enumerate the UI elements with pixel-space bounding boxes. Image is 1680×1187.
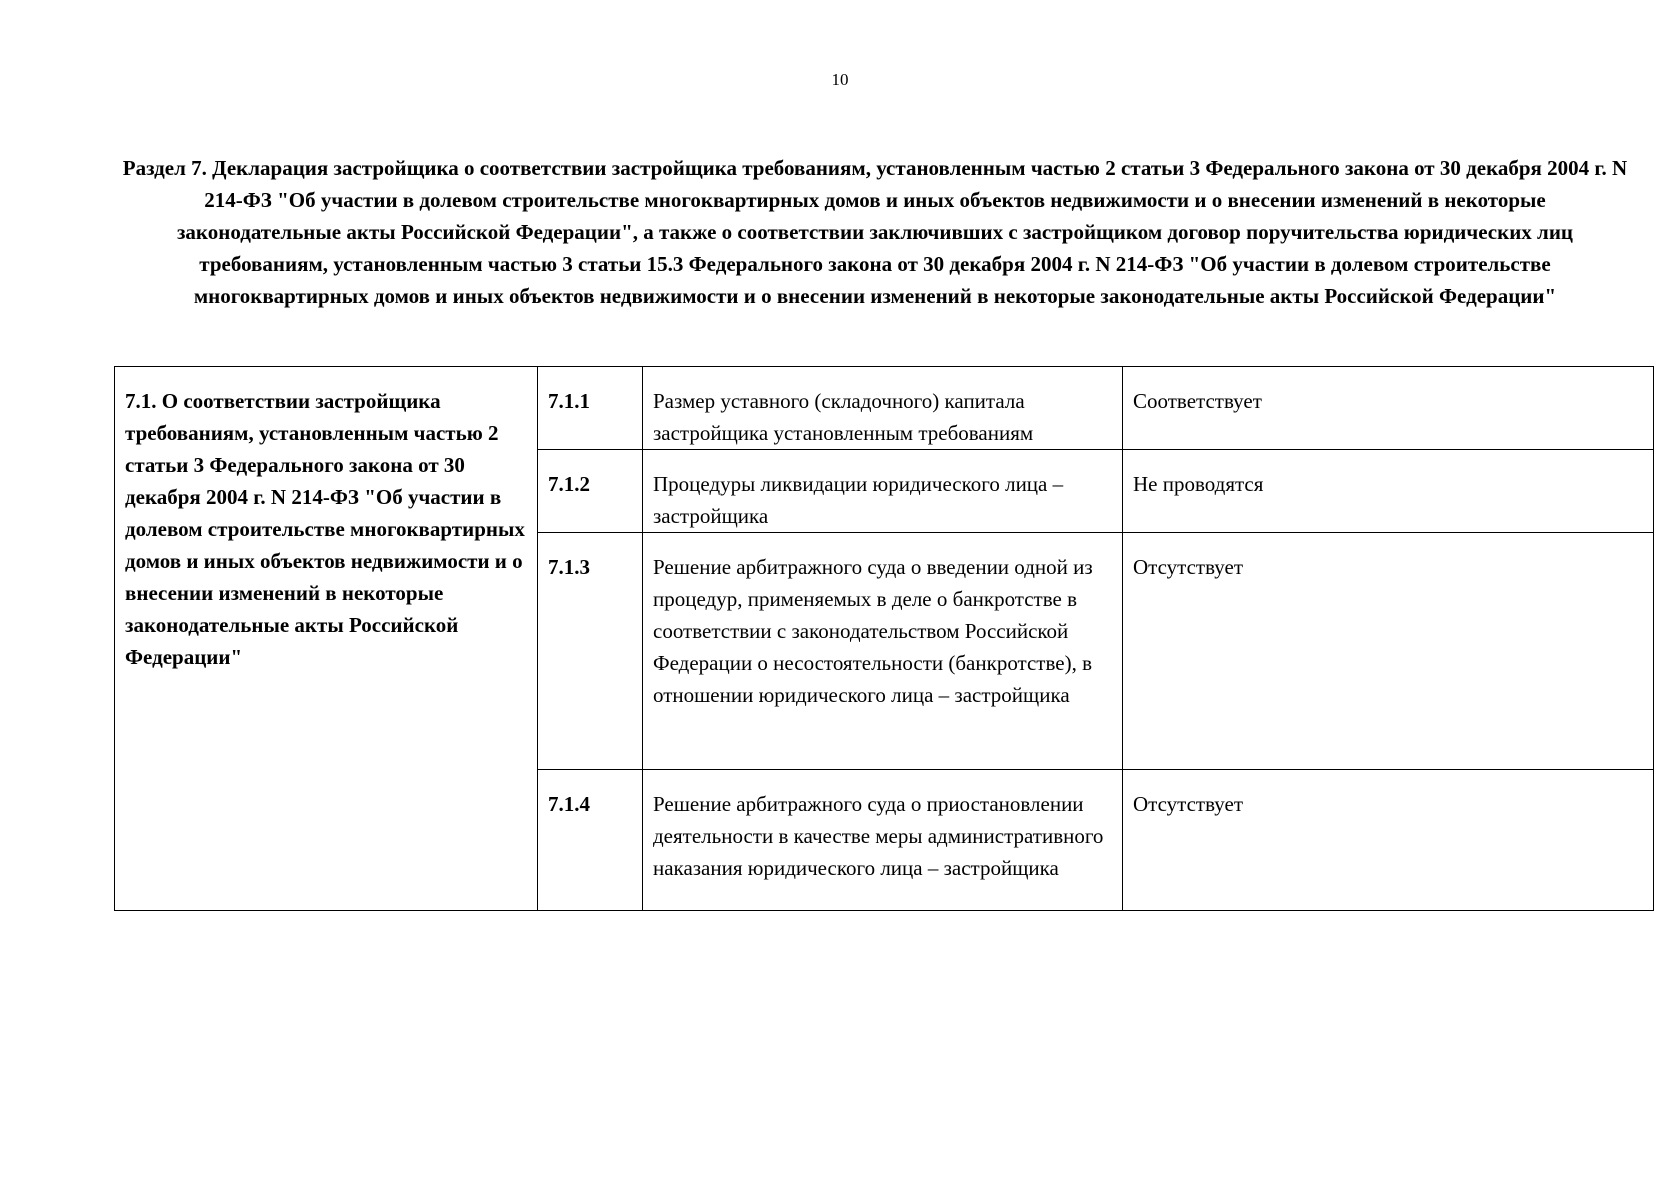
row-description: Решение арбитражного суда о введении одной из процедур, применяемых в деле о банкротстве в соответствии с законодательством Российской Федерации о несостоятельности (банкротстве), в отношении юридического лица – застройщика xyxy=(643,533,1123,770)
section-title: Раздел 7. Декларация застройщика о соответствии застройщика требованиям, установленным частью 2 статьи 3 Федерального закона от 30 декабря 2004 г. N 214-ФЗ "Об участии в долевом строительстве многоквартирных домов и иных объектов недвижимости и о внесении изменений в некоторые законодательные акты Российской Федерации", а также о соответствии заключивших с застройщиком договор поручительства юридических лиц требованиям, установленным частью 3 статьи 15.3 Федерального закона от 30 декабря 2004 г. N 214-ФЗ "Об участии в долевом строительстве многоквартирных домов и иных объектов недвижимости и о внесении изменений в некоторые законодательные акты Российской Федерации" xyxy=(122,156,1628,308)
row-description: Решение арбитражного суда о приостановлении деятельности в качестве меры административного наказания юридического лица – застройщика xyxy=(643,770,1123,911)
row-code: 7.1.2 xyxy=(538,450,643,533)
row-description: Процедуры ликвидации юридического лица – застройщика xyxy=(643,450,1123,533)
row-description: Размер уставного (складочного) капитала застройщика установленным требованиям xyxy=(643,367,1123,450)
row-code: 7.1.1 xyxy=(538,367,643,450)
row-value: Отсутствует xyxy=(1123,770,1654,911)
row-value: Отсутствует xyxy=(1123,533,1654,770)
table-row xyxy=(115,367,1654,450)
row-code: 7.1.4 xyxy=(538,770,643,911)
page-number: 10 xyxy=(831,70,849,89)
section-group-label: 7.1. О соответствии застройщика требованиям, установленным частью 2 статьи 3 Федерального закона от 30 декабря 2004 г. N 214-ФЗ "Об участии в долевом строительстве многоквартирных домов и иных объектов недвижимости и о внесении изменений в некоторые законодательные акты Российской Федерации" xyxy=(115,367,538,911)
declaration-table xyxy=(114,366,1654,911)
row-value: Соответствует xyxy=(1123,367,1654,450)
row-value: Не проводятся xyxy=(1123,450,1654,533)
row-code: 7.1.3 xyxy=(538,533,643,770)
